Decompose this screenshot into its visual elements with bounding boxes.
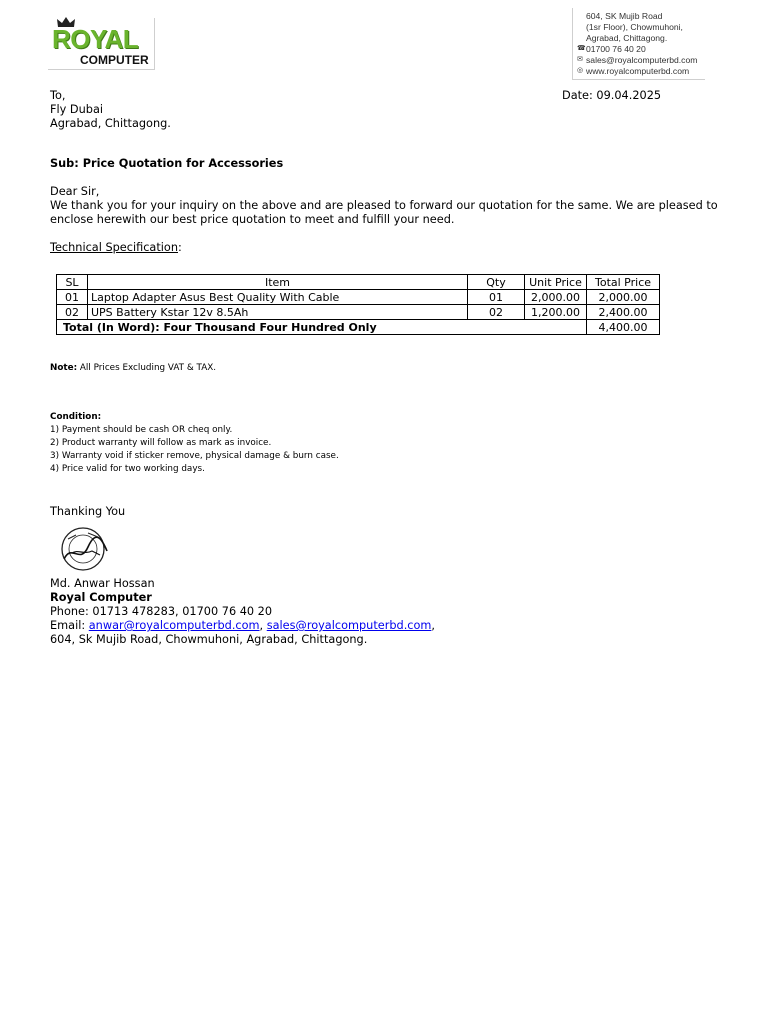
total-amount: 4,400.00	[587, 320, 660, 335]
subject-line: Sub: Price Quotation for Accessories	[50, 157, 284, 170]
signature-stamp-icon	[58, 525, 110, 573]
header-item: Item	[88, 275, 468, 290]
condition-item: 1) Payment should be cash OR cheq only.	[50, 425, 233, 435]
note-label: Note:	[50, 363, 78, 373]
salutation: Dear Sir,	[50, 185, 100, 198]
address-line: Agrabad, Chittagong.	[586, 33, 668, 43]
quotation-date: Date: 09.04.2025	[562, 89, 662, 102]
row-qty: 01	[468, 290, 525, 305]
tech-spec-colon: :	[178, 241, 182, 254]
row-sl: 01	[57, 290, 88, 305]
table-row	[57, 290, 660, 305]
email-icon: ✉	[577, 55, 583, 63]
tech-spec-label: Technical Specification	[50, 241, 178, 254]
body-line: enclose herewith our best price quotation to meet and fulfill your need.	[50, 213, 455, 226]
company-logo	[48, 16, 156, 70]
signatory-address: 604, Sk Mujib Road, Chowmuhoni, Agrabad, Chittagong.	[50, 633, 368, 646]
company-phone: 01700 76 40 20	[586, 44, 646, 54]
signatory-company: Royal Computer	[50, 591, 152, 604]
address-line: 604, SK Mujib Road	[586, 11, 663, 21]
header-qty: Qty	[468, 275, 525, 290]
note	[50, 362, 216, 375]
header-total-price: Total Price	[587, 275, 660, 290]
recipient-address: Agrabad, Chittagong.	[50, 117, 171, 130]
recipient-name: Fly Dubai	[50, 103, 104, 116]
condition-item: 4) Price valid for two working days.	[50, 464, 205, 474]
email-end: ,	[431, 619, 436, 632]
row-item: UPS Battery Kstar 12v 8.5Ah	[88, 305, 468, 320]
row-unit-price: 2,000.00	[525, 290, 587, 305]
signatory-phone: Phone: 01713 478283, 01700 76 40 20	[50, 605, 273, 618]
row-qty: 02	[468, 305, 525, 320]
note-text: All Prices Excluding VAT & TAX.	[77, 363, 217, 373]
body-line: We thank you for your inquiry on the above and are pleased to forward our quotation for the same. We are pleased to	[50, 199, 718, 212]
company-email: sales@royalcomputerbd.com	[586, 55, 698, 65]
email-separator: ,	[259, 619, 267, 632]
table-header-row	[57, 275, 660, 290]
row-unit-price: 1,200.00	[525, 305, 587, 320]
conditions-title: Condition:	[50, 412, 102, 422]
total-in-words: Total (In Word): Four Thousand Four Hundred Only	[57, 320, 587, 335]
phone-icon: ☎	[577, 44, 586, 52]
email-link-sales[interactable]: sales@royalcomputerbd.com	[266, 619, 432, 632]
email-label: Email:	[50, 619, 89, 632]
condition-item: 3) Warranty void if sticker remove, physical damage & burn case.	[50, 451, 339, 461]
logo-word: ROYAL	[52, 24, 139, 54]
recipient-to: To,	[50, 89, 66, 102]
condition-item: 2) Product warranty will follow as mark as invoice.	[50, 438, 272, 448]
tech-spec-heading	[50, 241, 182, 254]
row-item: Laptop Adapter Asus Best Quality With Cable	[88, 290, 468, 305]
header-unit-price: Unit Price	[525, 275, 587, 290]
row-total-price: 2,400.00	[587, 305, 660, 320]
table-total-row	[57, 320, 660, 335]
header-sl: SL	[57, 275, 88, 290]
row-sl: 02	[57, 305, 88, 320]
web-icon: ◎	[577, 66, 584, 74]
company-web: www.royalcomputerbd.com	[586, 66, 690, 76]
email-link-anwar[interactable]: anwar@royalcomputerbd.com	[88, 619, 260, 632]
table-row	[57, 305, 660, 320]
address-line: (1sr Floor), Chowmuhoni,	[586, 22, 683, 32]
signatory-name: Md. Anwar Hossan	[50, 577, 155, 590]
row-total-price: 2,000.00	[587, 290, 660, 305]
closing-text: Thanking You	[50, 505, 126, 518]
logo-subtitle: COMPUTER	[80, 53, 149, 67]
signatory-email	[50, 619, 435, 632]
quotation-table	[56, 274, 660, 335]
company-address-block	[572, 8, 705, 80]
